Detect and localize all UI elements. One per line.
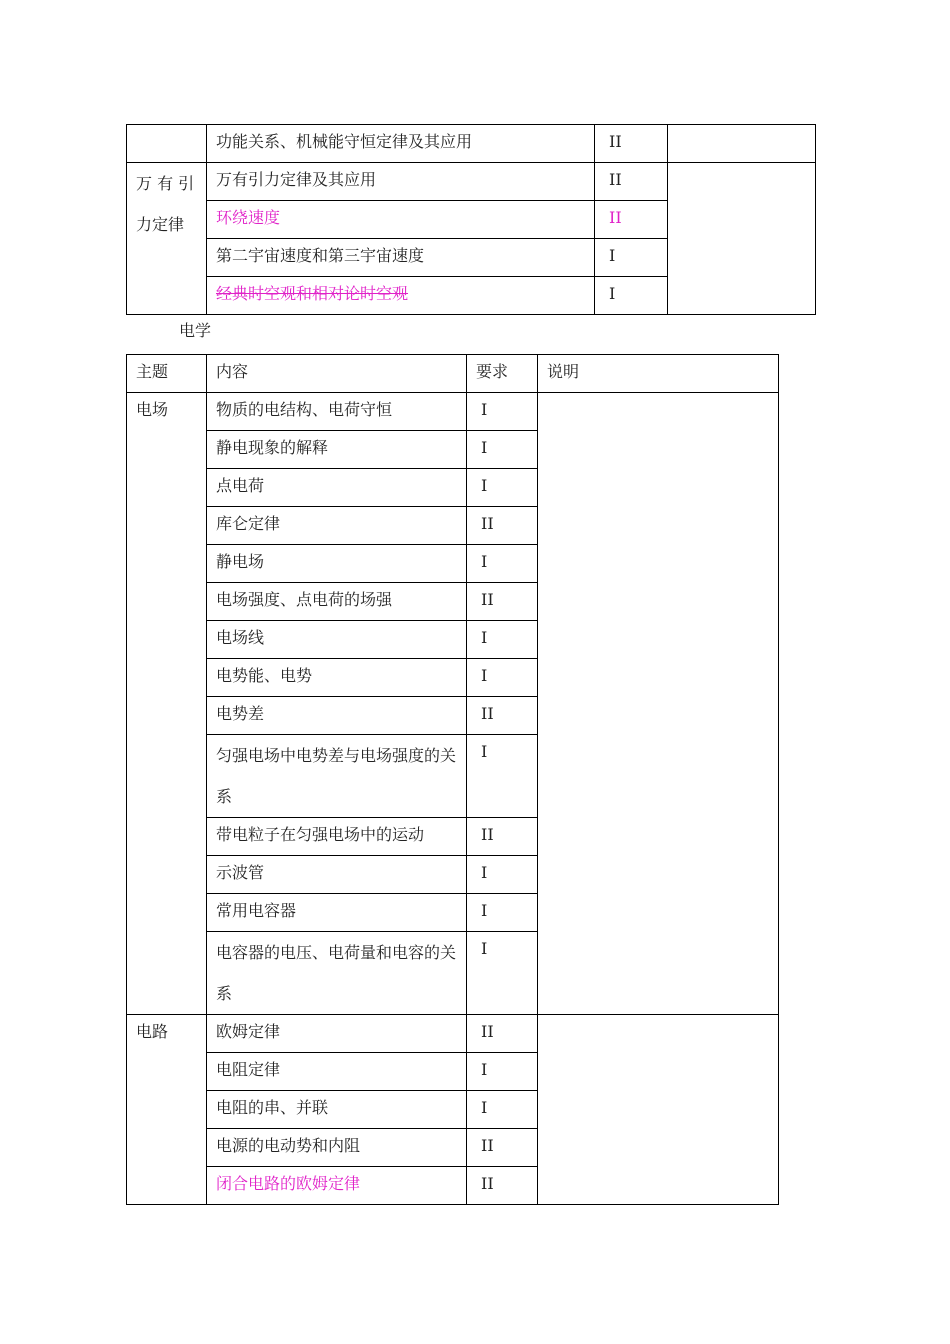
content-cell: 匀强电场中电势差与电场强度的关系 bbox=[207, 735, 467, 818]
requirement-cell: II bbox=[467, 583, 538, 621]
requirement-cell: II bbox=[467, 818, 538, 856]
requirement-cell: II bbox=[595, 201, 668, 239]
note-cell bbox=[668, 125, 816, 163]
content-cell: 万有引力定律及其应用 bbox=[207, 163, 595, 201]
mechanics-table bbox=[126, 124, 816, 315]
content-cell: 电场线 bbox=[207, 621, 467, 659]
note-cell bbox=[538, 1015, 779, 1205]
requirement-cell: II bbox=[467, 1015, 538, 1053]
topic-cell bbox=[127, 125, 207, 163]
content-cell: 电容器的电压、电荷量和电容的关系 bbox=[207, 932, 467, 1015]
content-cell: 第二宇宙速度和第三宇宙速度 bbox=[207, 239, 595, 277]
note-cell bbox=[538, 393, 779, 1015]
content-cell: 常用电容器 bbox=[207, 894, 467, 932]
content-cell: 电源的电动势和内阻 bbox=[207, 1129, 467, 1167]
requirement-cell: I bbox=[467, 856, 538, 894]
table-row bbox=[127, 125, 816, 163]
content-cell: 带电粒子在匀强电场中的运动 bbox=[207, 818, 467, 856]
header-note: 说明 bbox=[538, 355, 779, 393]
requirement-cell: II bbox=[467, 507, 538, 545]
topic-cell: 电场 bbox=[127, 393, 207, 1015]
content-cell: 电阻的串、并联 bbox=[207, 1091, 467, 1129]
requirement-cell: I bbox=[467, 932, 538, 1015]
requirement-cell: I bbox=[467, 1091, 538, 1129]
content-cell: 物质的电结构、电荷守恒 bbox=[207, 393, 467, 431]
content-cell: 示波管 bbox=[207, 856, 467, 894]
note-cell bbox=[668, 163, 816, 315]
requirement-cell: I bbox=[467, 1053, 538, 1091]
requirement-cell: II bbox=[467, 1129, 538, 1167]
table-row bbox=[127, 1015, 779, 1053]
requirement-cell: I bbox=[595, 277, 668, 315]
requirement-cell: I bbox=[467, 545, 538, 583]
requirement-cell: I bbox=[467, 735, 538, 818]
content-cell: 经典时空观和相对论时空观 bbox=[207, 277, 595, 315]
electricity-table bbox=[126, 354, 779, 1205]
header-requirement: 要求 bbox=[467, 355, 538, 393]
requirement-cell: I bbox=[467, 621, 538, 659]
header-row bbox=[127, 355, 779, 393]
content-cell: 电势能、电势 bbox=[207, 659, 467, 697]
requirement-cell: I bbox=[595, 239, 668, 277]
requirement-cell: I bbox=[467, 659, 538, 697]
content-cell: 环绕速度 bbox=[207, 201, 595, 239]
requirement-cell: I bbox=[467, 894, 538, 932]
requirement-cell: II bbox=[595, 163, 668, 201]
requirement-cell: II bbox=[467, 697, 538, 735]
table-row bbox=[127, 393, 779, 431]
content-cell: 库仑定律 bbox=[207, 507, 467, 545]
content-cell: 静电现象的解释 bbox=[207, 431, 467, 469]
header-topic: 主题 bbox=[127, 355, 207, 393]
requirement-cell: I bbox=[467, 469, 538, 507]
content-cell: 功能关系、机械能守恒定律及其应用 bbox=[207, 125, 595, 163]
table-row bbox=[127, 163, 816, 201]
header-content: 内容 bbox=[207, 355, 467, 393]
content-cell: 点电荷 bbox=[207, 469, 467, 507]
requirement-cell: II bbox=[467, 1167, 538, 1205]
content-cell: 静电场 bbox=[207, 545, 467, 583]
content-cell: 闭合电路的欧姆定律 bbox=[207, 1167, 467, 1205]
topic-cell: 万 有 引力定律 bbox=[127, 163, 207, 315]
requirement-cell: I bbox=[467, 431, 538, 469]
content-cell: 欧姆定律 bbox=[207, 1015, 467, 1053]
requirement-cell: I bbox=[467, 393, 538, 431]
section-heading: 电学 bbox=[179, 321, 212, 340]
requirement-cell: II bbox=[595, 125, 668, 163]
topic-cell: 电路 bbox=[127, 1015, 207, 1205]
content-cell: 电场强度、点电荷的场强 bbox=[207, 583, 467, 621]
content-cell: 电阻定律 bbox=[207, 1053, 467, 1091]
content-cell: 电势差 bbox=[207, 697, 467, 735]
